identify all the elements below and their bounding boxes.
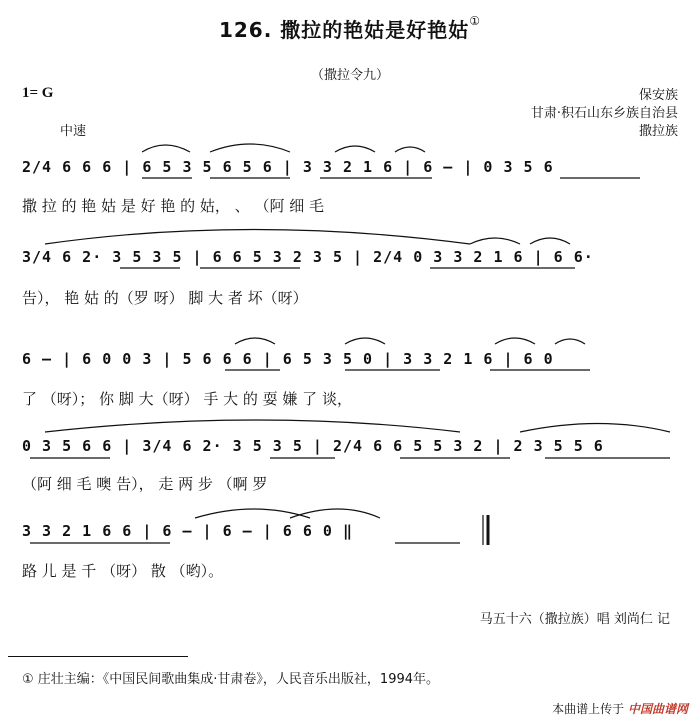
lyrics-row-4: （阿 细 毛 噢 告）， 走 两 步 （啊 罗 (22, 475, 268, 493)
lyrics-row-1: 撒 拉 的 艳 姑 是 好 艳 的 姑， 、 （阿 细 毛 (22, 197, 324, 215)
lyrics-row-3: 了 （呀）； 你 脚 大（呀） 手 大 的 耍 嫌 了 谈， (22, 390, 352, 408)
notation-row-5: 3 3 2 1 6 6 | 6 — | 6 — | 6 6 0 ‖ (22, 522, 354, 540)
slur (335, 146, 375, 152)
song-number: 126. (218, 18, 273, 42)
slur (395, 147, 425, 152)
key-signature: 1= G (22, 85, 54, 101)
upload-prefix: 本曲谱上传于 (552, 702, 625, 716)
lyrics-row-2: 告）， 艳 姑 的（罗 呀） 脚 大 者 坏（呀） (22, 289, 308, 307)
notation-row-4: 0 3 5 6 6 | 3/4 6 2· 3 5 3 5 | 2/4 6 6 5 5 3 2 | 2 3 5 5 6 (22, 437, 604, 455)
notation-row-1: 2/4 6 6 6 | 6 5 3 5 6 5 6 | 3 3 2 1 6 | 6 — | 0 3 5 6 (22, 158, 554, 176)
credit-line: 马五十六（撒拉族）唱 刘尚仁 记 (479, 612, 670, 627)
footnote-divider (8, 656, 188, 657)
upload-notice (552, 700, 688, 717)
slur (142, 145, 190, 152)
notation-row-2: 3/4 6 2· 3 5 3 5 | 6 6 5 3 2 3 5 | 2/4 0 3 3 2 1 6 | 6 6· (22, 248, 594, 266)
region-label: 甘肃·积石山东乡族自治县 (530, 106, 678, 121)
notation-row-3: 6 — | 6 0 0 3 | 5 6 6 6 | 6 5 3 5 0 | 3 3 2 1 6 | 6 0 (22, 350, 554, 368)
site-logo: 中国曲谱网 (627, 702, 688, 716)
slur (210, 144, 290, 152)
ethnicity-label: 保安族 (638, 88, 678, 103)
footnote-mark: ① (469, 14, 482, 28)
song-subtitle: （撒拉令九） (310, 68, 389, 83)
lyrics-row-5: 路 儿 是 千 （呀） 散 （哟）。 (22, 562, 224, 580)
song-title-text: 撒拉的艳姑是好艳姑 (280, 18, 470, 42)
footnote-text: ① 庄壮主编：《中国民间歌曲集成·甘肃卷》，人民音乐出版社，1994年。 (22, 672, 440, 687)
people-label: 撒拉族 (638, 124, 678, 139)
tempo-marking: 中速 (60, 124, 87, 139)
